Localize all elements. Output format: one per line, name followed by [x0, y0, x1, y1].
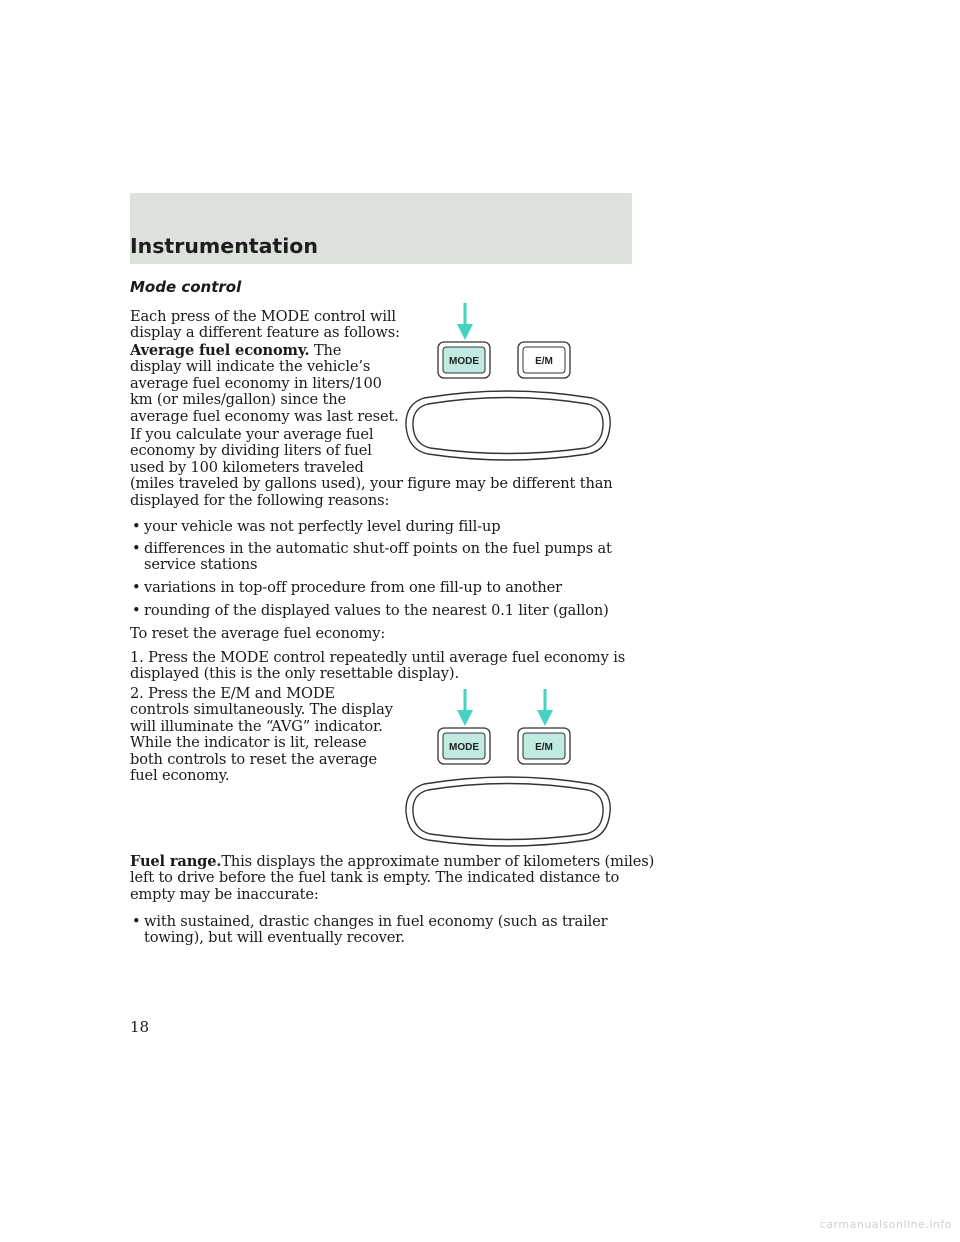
arrow-down-icon	[457, 303, 473, 340]
svg-text:MODE: MODE	[449, 742, 479, 753]
arrow-down-icon	[457, 689, 473, 726]
mode-button	[438, 342, 490, 378]
bullet-item: • your vehicle was not perfectly level during fill-up	[132, 518, 501, 535]
reset-step-2: 2. Press the E/M and MODE controls simultaneously. The display will illuminate the “AVG” indicator. While the indicator is lit, release both controls to reset the average fuel economy.	[130, 685, 393, 785]
bullet-item: • differences in the automatic shut-off points on the fuel pumps at service stations	[132, 540, 612, 574]
fuel-range-label: Fuel range.	[130, 853, 222, 870]
reset-step-1: 1. Press the MODE control repeatedly until average fuel economy is displayed (this is the only resettable display).	[130, 649, 626, 683]
bullet-item: • variations in top-off procedure from one fill-up to another	[132, 579, 562, 596]
svg-text:MODE: MODE	[449, 356, 479, 367]
page-number: 18	[130, 1018, 150, 1036]
reset-press-figure	[400, 680, 616, 860]
em-button	[518, 728, 570, 764]
mode-press-figure	[400, 292, 616, 472]
reset-intro: To reset the average fuel economy:	[130, 625, 386, 642]
section-title: Instrumentation	[130, 234, 318, 258]
svg-text:E/M: E/M	[535, 356, 553, 367]
avg-economy-paragraph: Average fuel economy. The display will indicate the vehicle’s average fuel economy in liters/100 km (or miles/gallon) since the average fuel economy was last reset.	[130, 342, 399, 425]
avg-economy-label: Average fuel economy.	[130, 342, 310, 359]
intro-paragraph: Each press of the MODE control will display a different feature as follows:	[130, 308, 400, 342]
mode-button	[438, 728, 490, 764]
calc-paragraph: If you calculate your average fuel economy by dividing liters of fuel used by 100 kilometers traveled (miles traveled by gallons used), your figure may be different than displayed for the following reasons:	[130, 426, 613, 509]
display-window	[406, 777, 610, 846]
footer-watermark: carmanualsonline.info	[819, 1218, 952, 1231]
bullet-item: • rounding of the displayed values to the nearest 0.1 liter (gallon)	[132, 602, 609, 619]
bullet-item: • with sustained, drastic changes in fuel economy (such as trailer towing), but will eventually recover.	[132, 913, 608, 947]
fuel-range-paragraph: Fuel range.This displays the approximate number of kilometers (miles) left to drive before the fuel tank is empty. The indicated distance to empty may be inaccurate:	[130, 853, 655, 903]
em-button	[518, 342, 570, 378]
arrow-down-icon	[537, 689, 553, 726]
svg-text:E/M: E/M	[535, 742, 553, 753]
display-window	[406, 391, 610, 460]
subheading-mode-control: Mode control	[130, 278, 242, 296]
